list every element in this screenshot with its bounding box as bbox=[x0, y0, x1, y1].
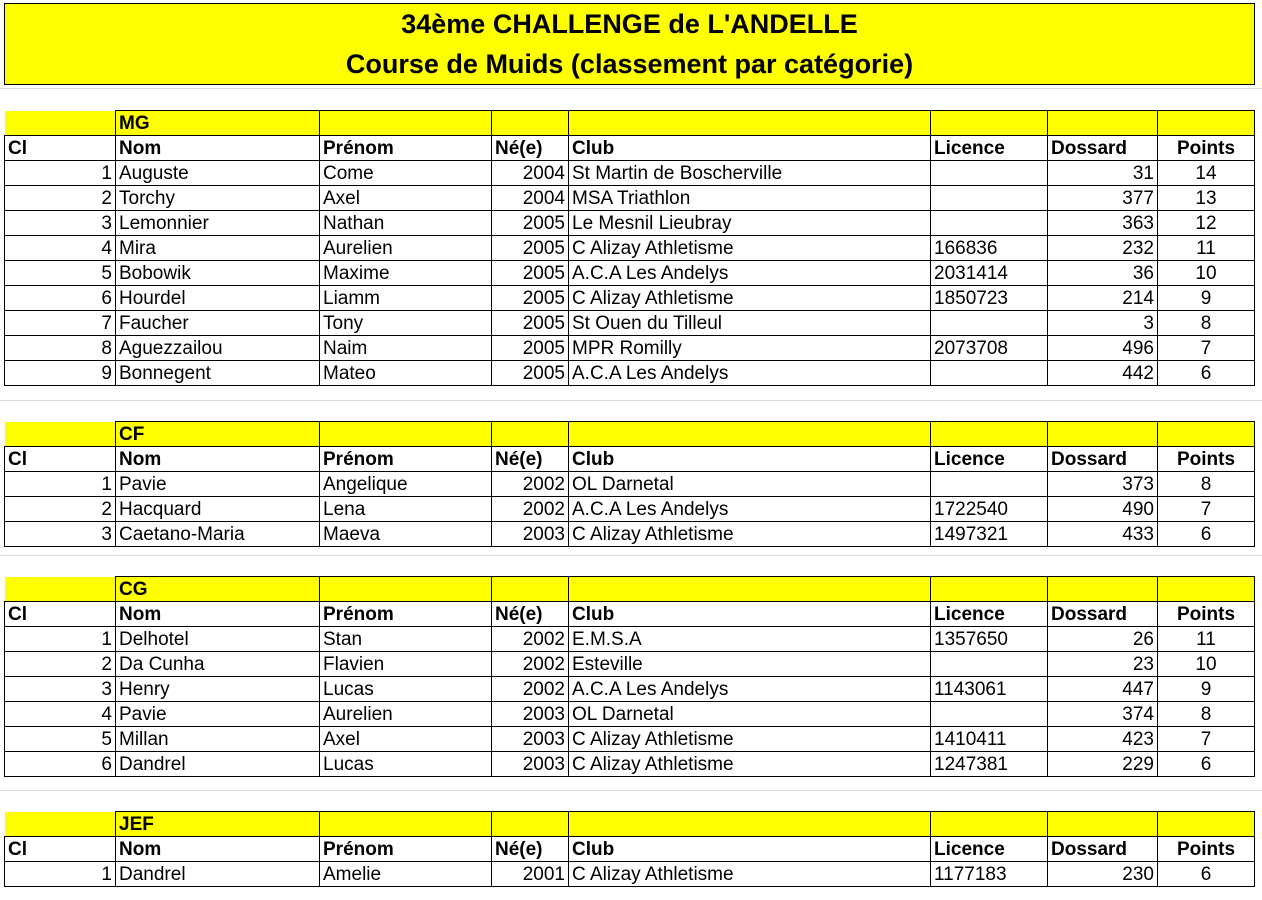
cell-rank[interactable]: 8 bbox=[5, 336, 116, 361]
cell-bib[interactable]: 373 bbox=[1048, 472, 1158, 497]
cell-first-name[interactable]: Tony bbox=[320, 311, 492, 336]
category-table-cg bbox=[4, 576, 1255, 777]
cell-birth-year[interactable]: 2005 bbox=[492, 211, 569, 236]
cell[interactable] bbox=[1048, 812, 1158, 837]
cell-last-name[interactable]: Delhotel bbox=[116, 627, 320, 652]
cell[interactable] bbox=[320, 111, 492, 136]
table-row bbox=[5, 311, 1255, 336]
header-row bbox=[5, 136, 1255, 161]
cell-licence[interactable]: 1177183 bbox=[931, 862, 1048, 887]
cell-last-name[interactable]: Caetano-Maria bbox=[116, 522, 320, 547]
cell-club[interactable]: OL Darnetal bbox=[569, 702, 931, 727]
cell[interactable] bbox=[320, 422, 492, 447]
gridline bbox=[0, 88, 1262, 89]
cell-last-name[interactable]: Aguezzailou bbox=[116, 336, 320, 361]
header-last-name[interactable]: Nom bbox=[116, 136, 320, 161]
header-row bbox=[5, 602, 1255, 627]
cell[interactable] bbox=[1048, 422, 1158, 447]
cell[interactable] bbox=[1048, 111, 1158, 136]
header-birth-year[interactable]: Né(e) bbox=[492, 447, 569, 472]
cell-club[interactable]: Le Mesnil Lieubray bbox=[569, 211, 931, 236]
cell-points[interactable]: 7 bbox=[1158, 727, 1255, 752]
cell-points[interactable]: 6 bbox=[1158, 361, 1255, 386]
cell-birth-year[interactable]: 2005 bbox=[492, 361, 569, 386]
cell[interactable] bbox=[569, 577, 931, 602]
cell-last-name[interactable]: Bobowik bbox=[116, 261, 320, 286]
header-first-name[interactable]: Prénom bbox=[320, 447, 492, 472]
header-rank[interactable]: Cl bbox=[5, 136, 116, 161]
header-birth-year[interactable]: Né(e) bbox=[492, 136, 569, 161]
cell-last-name[interactable]: Bonnegent bbox=[116, 361, 320, 386]
cell-last-name[interactable]: Pavie bbox=[116, 472, 320, 497]
cell-first-name[interactable]: Amelie bbox=[320, 862, 492, 887]
cell-bib[interactable]: 214 bbox=[1048, 286, 1158, 311]
cell-points[interactable]: 10 bbox=[1158, 261, 1255, 286]
cell-rank[interactable]: 1 bbox=[5, 627, 116, 652]
cell-bib[interactable]: 229 bbox=[1048, 752, 1158, 777]
table-row bbox=[5, 361, 1255, 386]
cell[interactable] bbox=[931, 111, 1048, 136]
category-name[interactable]: JEF bbox=[116, 812, 320, 837]
header-club[interactable]: Club bbox=[569, 136, 931, 161]
cell-birth-year[interactable]: 2005 bbox=[492, 261, 569, 286]
cell-first-name[interactable]: Aurelien bbox=[320, 236, 492, 261]
cell[interactable] bbox=[569, 422, 931, 447]
cell-club[interactable]: A.C.A Les Andelys bbox=[569, 361, 931, 386]
cell-rank[interactable]: 3 bbox=[5, 677, 116, 702]
table-row bbox=[5, 522, 1255, 547]
cell-licence[interactable]: 1850723 bbox=[931, 286, 1048, 311]
header-first-name[interactable]: Prénom bbox=[320, 837, 492, 862]
cell-club[interactable]: Esteville bbox=[569, 652, 931, 677]
cell-licence[interactable]: 1143061 bbox=[931, 677, 1048, 702]
table-row bbox=[5, 627, 1255, 652]
header-club[interactable]: Club bbox=[569, 837, 931, 862]
cell-first-name[interactable]: Axel bbox=[320, 186, 492, 211]
category-row bbox=[5, 577, 1255, 602]
cell[interactable] bbox=[1048, 577, 1158, 602]
cell-points[interactable]: 6 bbox=[1158, 522, 1255, 547]
cell-last-name[interactable]: Henry bbox=[116, 677, 320, 702]
header-last-name[interactable]: Nom bbox=[116, 602, 320, 627]
table-row bbox=[5, 677, 1255, 702]
cell-rank[interactable]: 5 bbox=[5, 261, 116, 286]
category-row bbox=[5, 812, 1255, 837]
cell-rank[interactable]: 2 bbox=[5, 652, 116, 677]
cell-licence[interactable]: 1357650 bbox=[931, 627, 1048, 652]
cell-first-name[interactable]: Lena bbox=[320, 497, 492, 522]
cell-licence[interactable]: 166836 bbox=[931, 236, 1048, 261]
cell-last-name[interactable]: Torchy bbox=[116, 186, 320, 211]
cell-first-name[interactable]: Angelique bbox=[320, 472, 492, 497]
header-points[interactable]: Points bbox=[1158, 837, 1255, 862]
cell-last-name[interactable]: Lemonnier bbox=[116, 211, 320, 236]
cell-bib[interactable]: 232 bbox=[1048, 236, 1158, 261]
cell-points[interactable]: 11 bbox=[1158, 627, 1255, 652]
header-points[interactable]: Points bbox=[1158, 136, 1255, 161]
header-row bbox=[5, 447, 1255, 472]
header-birth-year[interactable]: Né(e) bbox=[492, 837, 569, 862]
cell-licence[interactable]: 1497321 bbox=[931, 522, 1048, 547]
table-row bbox=[5, 752, 1255, 777]
header-bib[interactable]: Dossard bbox=[1048, 136, 1158, 161]
cell-points[interactable]: 10 bbox=[1158, 652, 1255, 677]
cell-points[interactable]: 6 bbox=[1158, 862, 1255, 887]
table-row bbox=[5, 652, 1255, 677]
cell-birth-year[interactable]: 2003 bbox=[492, 522, 569, 547]
table-row bbox=[5, 862, 1255, 887]
cell[interactable] bbox=[1158, 577, 1255, 602]
cell-first-name[interactable]: Lucas bbox=[320, 677, 492, 702]
cell-points[interactable]: 11 bbox=[1158, 236, 1255, 261]
cell[interactable] bbox=[320, 812, 492, 837]
cell-licence[interactable] bbox=[931, 702, 1048, 727]
cell-last-name[interactable]: Auguste bbox=[116, 161, 320, 186]
cell-club[interactable]: C Alizay Athletisme bbox=[569, 727, 931, 752]
category-row bbox=[5, 422, 1255, 447]
cell-first-name[interactable]: Lucas bbox=[320, 752, 492, 777]
cell-bib[interactable]: 496 bbox=[1048, 336, 1158, 361]
cell-licence[interactable]: 1722540 bbox=[931, 497, 1048, 522]
cell-bib[interactable]: 36 bbox=[1048, 261, 1158, 286]
cell[interactable] bbox=[5, 812, 116, 837]
sheet-title: 34ème CHALLENGE de L'ANDELLE bbox=[4, 3, 1255, 43]
header-licence[interactable]: Licence bbox=[931, 837, 1048, 862]
cell-bib[interactable]: 447 bbox=[1048, 677, 1158, 702]
cell-last-name[interactable]: Da Cunha bbox=[116, 652, 320, 677]
header-licence[interactable]: Licence bbox=[931, 447, 1048, 472]
cell-licence[interactable]: 2073708 bbox=[931, 336, 1048, 361]
cell-birth-year[interactable]: 2005 bbox=[492, 336, 569, 361]
cell-first-name[interactable]: Mateo bbox=[320, 361, 492, 386]
cell-bib[interactable]: 377 bbox=[1048, 186, 1158, 211]
cell-bib[interactable]: 23 bbox=[1048, 652, 1158, 677]
table-row bbox=[5, 336, 1255, 361]
cell[interactable] bbox=[569, 111, 931, 136]
cell-bib[interactable]: 490 bbox=[1048, 497, 1158, 522]
cell-points[interactable]: 8 bbox=[1158, 702, 1255, 727]
header-bib[interactable]: Dossard bbox=[1048, 837, 1158, 862]
cell-club[interactable]: MSA Triathlon bbox=[569, 186, 931, 211]
cell-last-name[interactable]: Dandrel bbox=[116, 752, 320, 777]
cell[interactable] bbox=[492, 577, 569, 602]
cell-rank[interactable]: 2 bbox=[5, 497, 116, 522]
cell-birth-year[interactable]: 2005 bbox=[492, 236, 569, 261]
cell-first-name[interactable]: Maeva bbox=[320, 522, 492, 547]
cell-first-name[interactable]: Naim bbox=[320, 336, 492, 361]
cell-rank[interactable]: 1 bbox=[5, 862, 116, 887]
cell-first-name[interactable]: Flavien bbox=[320, 652, 492, 677]
cell[interactable] bbox=[492, 111, 569, 136]
cell-club[interactable]: St Ouen du Tilleul bbox=[569, 311, 931, 336]
cell[interactable] bbox=[5, 422, 116, 447]
category-table-mg bbox=[4, 110, 1255, 386]
cell-points[interactable]: 12 bbox=[1158, 211, 1255, 236]
cell-bib[interactable]: 230 bbox=[1048, 862, 1158, 887]
cell-points[interactable]: 13 bbox=[1158, 186, 1255, 211]
cell[interactable] bbox=[1158, 812, 1255, 837]
table-row bbox=[5, 261, 1255, 286]
cell-club[interactable]: C Alizay Athletisme bbox=[569, 236, 931, 261]
cell-last-name[interactable]: Faucher bbox=[116, 311, 320, 336]
cell-club[interactable]: E.M.S.A bbox=[569, 627, 931, 652]
cell-licence[interactable] bbox=[931, 161, 1048, 186]
table-row bbox=[5, 472, 1255, 497]
header-points[interactable]: Points bbox=[1158, 602, 1255, 627]
header-club[interactable]: Club bbox=[569, 602, 931, 627]
cell-first-name[interactable]: Come bbox=[320, 161, 492, 186]
cell-birth-year[interactable]: 2003 bbox=[492, 727, 569, 752]
cell-points[interactable]: 7 bbox=[1158, 497, 1255, 522]
cell-club[interactable]: C Alizay Athletisme bbox=[569, 862, 931, 887]
cell-birth-year[interactable]: 2001 bbox=[492, 862, 569, 887]
cell-licence[interactable] bbox=[931, 186, 1048, 211]
cell-club[interactable]: C Alizay Athletisme bbox=[569, 752, 931, 777]
table-row bbox=[5, 286, 1255, 311]
table-row bbox=[5, 236, 1255, 261]
cell[interactable] bbox=[320, 577, 492, 602]
cell[interactable] bbox=[5, 111, 116, 136]
cell-club[interactable]: C Alizay Athletisme bbox=[569, 522, 931, 547]
cell-bib[interactable]: 363 bbox=[1048, 211, 1158, 236]
table-row bbox=[5, 702, 1255, 727]
cell-birth-year[interactable]: 2002 bbox=[492, 472, 569, 497]
header-last-name[interactable]: Nom bbox=[116, 837, 320, 862]
cell-bib[interactable]: 442 bbox=[1048, 361, 1158, 386]
cell-club[interactable]: C Alizay Athletisme bbox=[569, 286, 931, 311]
table-row bbox=[5, 497, 1255, 522]
cell-points[interactable]: 7 bbox=[1158, 336, 1255, 361]
cell-birth-year[interactable]: 2002 bbox=[492, 677, 569, 702]
header-licence[interactable]: Licence bbox=[931, 602, 1048, 627]
header-licence[interactable]: Licence bbox=[931, 136, 1048, 161]
cell-last-name[interactable]: Pavie bbox=[116, 702, 320, 727]
category-row bbox=[5, 111, 1255, 136]
cell-birth-year[interactable]: 2002 bbox=[492, 652, 569, 677]
header-bib[interactable]: Dossard bbox=[1048, 447, 1158, 472]
category-table-jef bbox=[4, 811, 1255, 887]
cell-points[interactable]: 14 bbox=[1158, 161, 1255, 186]
cell-club[interactable]: A.C.A Les Andelys bbox=[569, 261, 931, 286]
cell-rank[interactable]: 1 bbox=[5, 472, 116, 497]
gridline bbox=[0, 400, 1262, 401]
header-first-name[interactable]: Prénom bbox=[320, 136, 492, 161]
cell-first-name[interactable]: Liamm bbox=[320, 286, 492, 311]
cell-first-name[interactable]: Stan bbox=[320, 627, 492, 652]
cell-licence[interactable] bbox=[931, 311, 1048, 336]
table-row bbox=[5, 186, 1255, 211]
cell-rank[interactable]: 1 bbox=[5, 161, 116, 186]
cell-club[interactable]: OL Darnetal bbox=[569, 472, 931, 497]
cell[interactable] bbox=[931, 577, 1048, 602]
cell-bib[interactable]: 433 bbox=[1048, 522, 1158, 547]
header-row bbox=[5, 837, 1255, 862]
cell-bib[interactable]: 31 bbox=[1048, 161, 1158, 186]
cell-rank[interactable]: 4 bbox=[5, 702, 116, 727]
cell-points[interactable]: 8 bbox=[1158, 311, 1255, 336]
category-name[interactable]: CF bbox=[116, 422, 320, 447]
cell-licence[interactable]: 2031414 bbox=[931, 261, 1048, 286]
cell-rank[interactable]: 4 bbox=[5, 236, 116, 261]
cell-birth-year[interactable]: 2004 bbox=[492, 186, 569, 211]
cell-first-name[interactable]: Nathan bbox=[320, 211, 492, 236]
table-row bbox=[5, 727, 1255, 752]
cell-bib[interactable]: 423 bbox=[1048, 727, 1158, 752]
cell-first-name[interactable]: Aurelien bbox=[320, 702, 492, 727]
cell-bib[interactable]: 26 bbox=[1048, 627, 1158, 652]
cell-points[interactable]: 8 bbox=[1158, 472, 1255, 497]
cell-club[interactable]: St Martin de Boscherville bbox=[569, 161, 931, 186]
cell-rank[interactable]: 6 bbox=[5, 286, 116, 311]
header-rank[interactable]: Cl bbox=[5, 837, 116, 862]
header-club[interactable]: Club bbox=[569, 447, 931, 472]
cell-last-name[interactable]: Mira bbox=[116, 236, 320, 261]
sheet-subtitle: Course de Muids (classement par catégorie) bbox=[4, 43, 1255, 85]
cell-rank[interactable]: 6 bbox=[5, 752, 116, 777]
cell-rank[interactable]: 2 bbox=[5, 186, 116, 211]
cell-rank[interactable]: 5 bbox=[5, 727, 116, 752]
cell[interactable] bbox=[5, 577, 116, 602]
cell-birth-year[interactable]: 2002 bbox=[492, 627, 569, 652]
cell-licence[interactable]: 1410411 bbox=[931, 727, 1048, 752]
header-first-name[interactable]: Prénom bbox=[320, 602, 492, 627]
header-last-name[interactable]: Nom bbox=[116, 447, 320, 472]
cell-birth-year[interactable]: 2002 bbox=[492, 497, 569, 522]
cell-licence[interactable] bbox=[931, 361, 1048, 386]
cell-club[interactable]: A.C.A Les Andelys bbox=[569, 497, 931, 522]
cell-last-name[interactable]: Millan bbox=[116, 727, 320, 752]
table-row bbox=[5, 161, 1255, 186]
table-row bbox=[5, 211, 1255, 236]
header-birth-year[interactable]: Né(e) bbox=[492, 602, 569, 627]
cell-first-name[interactable]: Maxime bbox=[320, 261, 492, 286]
cell-birth-year[interactable]: 2003 bbox=[492, 702, 569, 727]
cell-bib[interactable]: 3 bbox=[1048, 311, 1158, 336]
cell-last-name[interactable]: Dandrel bbox=[116, 862, 320, 887]
header-bib[interactable]: Dossard bbox=[1048, 602, 1158, 627]
cell[interactable] bbox=[931, 812, 1048, 837]
cell-points[interactable]: 9 bbox=[1158, 286, 1255, 311]
cell[interactable] bbox=[1158, 111, 1255, 136]
cell-birth-year[interactable]: 2003 bbox=[492, 752, 569, 777]
cell-birth-year[interactable]: 2005 bbox=[492, 286, 569, 311]
header-rank[interactable]: Cl bbox=[5, 447, 116, 472]
category-table-cf bbox=[4, 421, 1255, 547]
cell-first-name[interactable]: Axel bbox=[320, 727, 492, 752]
header-rank[interactable]: Cl bbox=[5, 602, 116, 627]
cell-rank[interactable]: 3 bbox=[5, 211, 116, 236]
cell-last-name[interactable]: Hourdel bbox=[116, 286, 320, 311]
cell[interactable] bbox=[492, 422, 569, 447]
cell[interactable] bbox=[931, 422, 1048, 447]
cell-points[interactable]: 6 bbox=[1158, 752, 1255, 777]
cell[interactable] bbox=[492, 812, 569, 837]
cell-last-name[interactable]: Hacquard bbox=[116, 497, 320, 522]
cell-rank[interactable]: 3 bbox=[5, 522, 116, 547]
cell-rank[interactable]: 7 bbox=[5, 311, 116, 336]
cell-club[interactable]: MPR Romilly bbox=[569, 336, 931, 361]
cell-licence[interactable]: 1247381 bbox=[931, 752, 1048, 777]
cell-rank[interactable]: 9 bbox=[5, 361, 116, 386]
cell[interactable] bbox=[1158, 422, 1255, 447]
category-name[interactable]: MG bbox=[116, 111, 320, 136]
cell-club[interactable]: A.C.A Les Andelys bbox=[569, 677, 931, 702]
cell-licence[interactable] bbox=[931, 472, 1048, 497]
gridline bbox=[0, 790, 1262, 791]
category-name[interactable]: CG bbox=[116, 577, 320, 602]
cell-points[interactable]: 9 bbox=[1158, 677, 1255, 702]
gridline bbox=[0, 555, 1262, 556]
cell-birth-year[interactable]: 2004 bbox=[492, 161, 569, 186]
header-points[interactable]: Points bbox=[1158, 447, 1255, 472]
cell-licence[interactable] bbox=[931, 211, 1048, 236]
cell-bib[interactable]: 374 bbox=[1048, 702, 1158, 727]
cell[interactable] bbox=[569, 812, 931, 837]
cell-licence[interactable] bbox=[931, 652, 1048, 677]
cell-birth-year[interactable]: 2005 bbox=[492, 311, 569, 336]
